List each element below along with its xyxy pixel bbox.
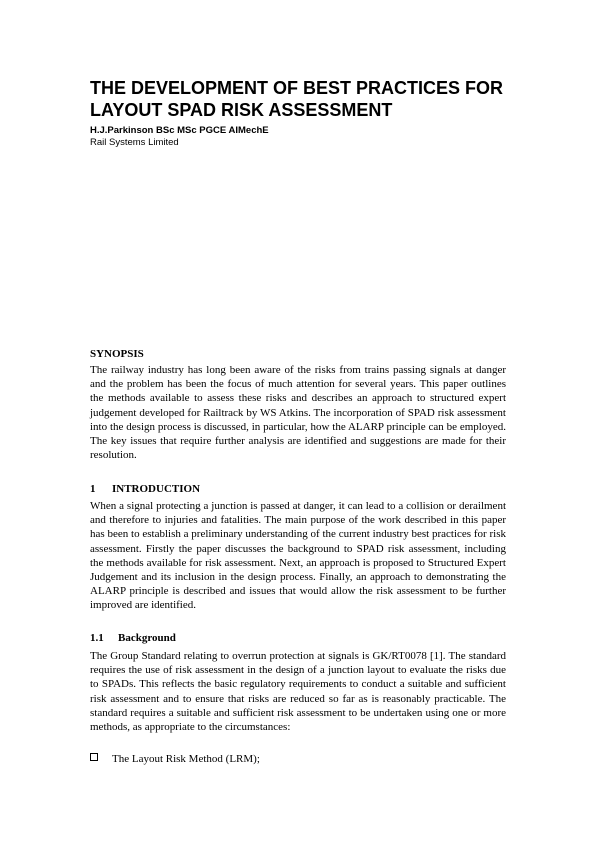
section-1-title: INTRODUCTION xyxy=(112,483,201,495)
author-line: H.J.Parkinson BSc MSc PGCE AIMechE xyxy=(90,125,269,136)
affiliation-line: Rail Systems Limited xyxy=(90,137,179,148)
bullet-item-text: The Layout Risk Method (LRM); xyxy=(112,753,260,765)
synopsis-heading: SYNOPSIS xyxy=(90,348,144,360)
section-1-1-heading xyxy=(90,631,176,645)
checkbox-bullet-icon xyxy=(90,753,98,761)
paper-title: THE DEVELOPMENT OF BEST PRACTICES FOR LAYOUT SPAD RISK ASSESSMENT xyxy=(90,78,504,120)
synopsis-text: The railway industry has long been aware of the risks from trains passing signals at danger and the problem has been the focus of much attention for several years. This paper outlines the methods available to assess these risks and describes an approach to structured expert judgement developed for Railtrack by WS Atkins. The incorporation of SPAD risk assessment into the design process is discussed, in particular, how the ALARP principle can be employed. The key issues that require further analysis are identified and suggestions are made for their resolution. xyxy=(90,364,506,462)
section-1-number: 1 xyxy=(90,483,96,495)
bullet-item xyxy=(90,752,260,766)
section-1-text: When a signal protecting a junction is passed at danger, it can lead to a collision or derailment and therefore to injuries and fatalities. The main purpose of the work described in this paper has been to establish a preliminary understanding of the current industry best practices for risk assessment. Firstly the paper discusses the background to SPAD risk assessment, including the methods available for risk assessment. Next, an approach is proposed to Structured Expert Judgement and its inclusion in the design process. Finally, an approach to demonstrating the ALARP principle is described and issues that would allow the risk assessment to be further improved are identified. xyxy=(90,500,506,612)
section-1-heading xyxy=(90,482,200,496)
section-1-1-text: The Group Standard relating to overrun protection at signals is GK/RT0078 [1]. The standard requires the use of risk assessment in the design of a junction layout to evaluate the risks due to SPADs. This reflects the basic regulatory requirements to conduct a suitable and sufficient risk assessment and to ensure that risks are reduced so far as is reasonably practicable. The standard requires a suitable and sufficient risk assessment to be undertaken using one or more methods, as appropriate to the circumstances: xyxy=(90,650,506,734)
section-1-1-title: Background xyxy=(118,632,176,644)
section-1-1-number: 1.1 xyxy=(90,632,104,644)
